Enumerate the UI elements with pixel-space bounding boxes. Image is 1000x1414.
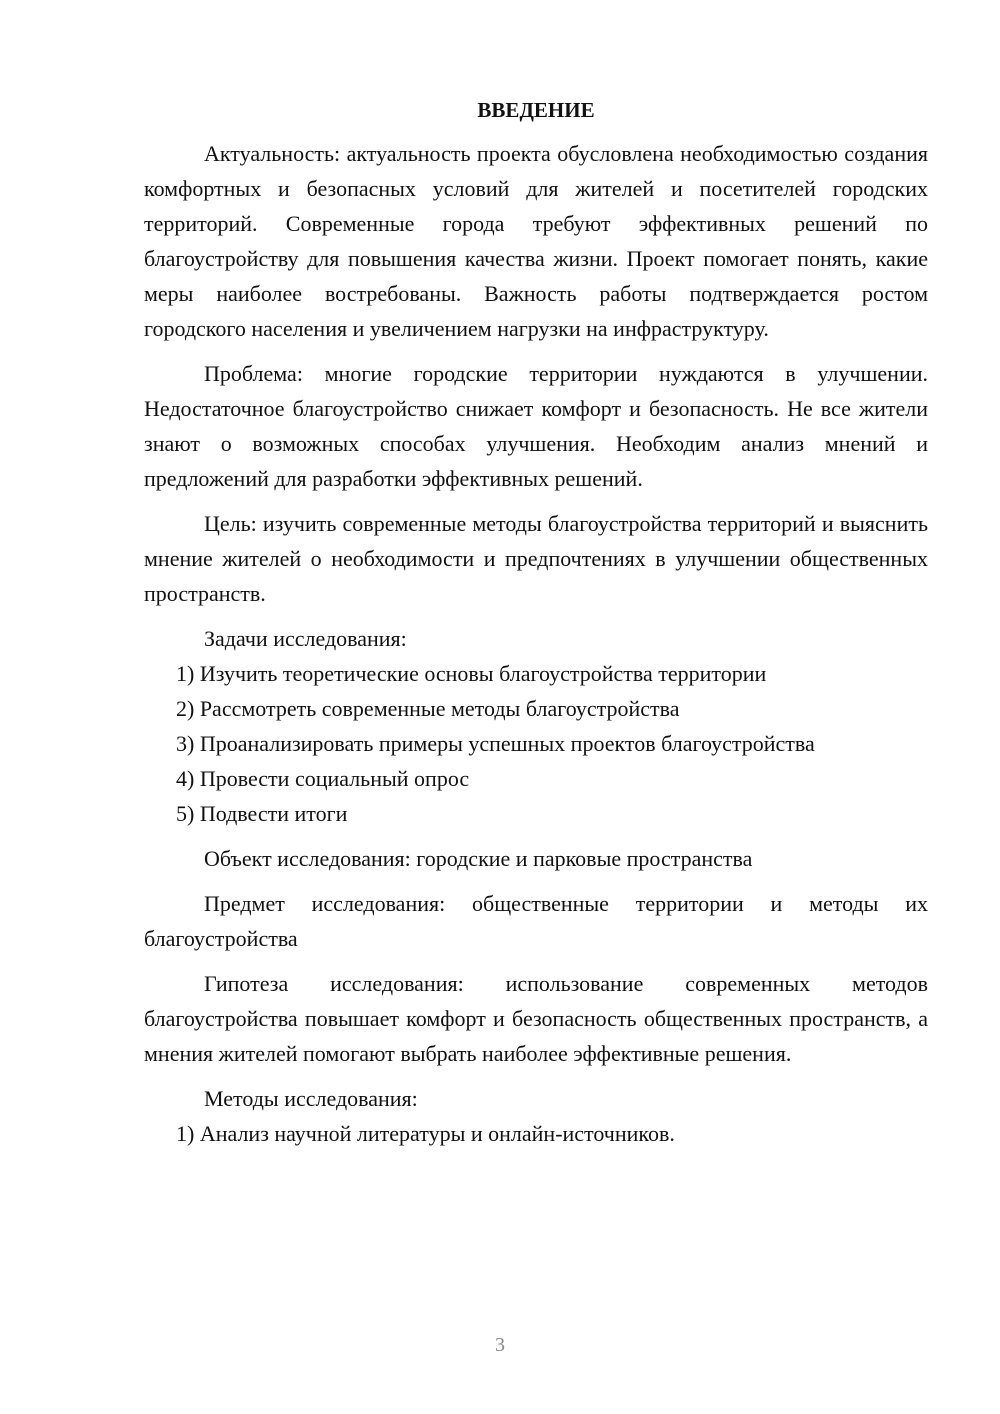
tasks-heading: Задачи исследования: (204, 626, 407, 651)
methods-heading: Методы исследования: (204, 1086, 418, 1111)
page-content (144, 96, 928, 1151)
section-title: ВВЕДЕНИЕ (477, 98, 595, 122)
subject-paragraph: Предмет исследования: общественные территории и методы их благоустройства (144, 891, 928, 951)
task-item: 2) Рассмотреть современные методы благоустройства (176, 696, 680, 721)
task-item: 3) Проанализировать примеры успешных проектов благоустройства (176, 731, 815, 756)
goal-paragraph: Цель: изучить современные методы благоустройства территорий и выяснить мнение жителей о необходимости и предпочтениях в улучшении общественных пространств. (144, 511, 928, 606)
task-item: 1) Изучить теоретические основы благоустройства территории (176, 661, 767, 686)
page-number: 3 (495, 1334, 505, 1356)
hypothesis-paragraph: Гипотеза исследования: использование современных методов благоустройства повышает комфорт и безопасность общественных пространств, а мнения жителей помогают выбрать наиболее эффективные решения. (144, 971, 928, 1066)
problem-paragraph: Проблема: многие городские территории нуждаются в улучшении. Недостаточное благоустройство снижает комфорт и безопасность. Не все жители знают о возможных способах улучшения. Необходим анализ мнений и предложений для разработки эффективных решений. (144, 361, 928, 491)
relevance-paragraph: Актуальность: актуальность проекта обусловлена необходимостью создания комфортных и безопасных условий для жителей и посетителей городских территорий. Современные города требуют эффективных решений по благоустройству для повышения качества жизни. Проект помогает понять, какие меры наиболее востребованы. Важность работы подтверждается ростом городского населения и увеличением нагрузки на инфраструктуру. (144, 141, 928, 341)
task-item: 5) Подвести итоги (176, 801, 348, 826)
task-item: 4) Провести социальный опрос (176, 766, 470, 791)
method-item: 1) Анализ научной литературы и онлайн-источников. (176, 1121, 675, 1146)
object-paragraph: Объект исследования: городские и парковые пространства (204, 846, 753, 871)
